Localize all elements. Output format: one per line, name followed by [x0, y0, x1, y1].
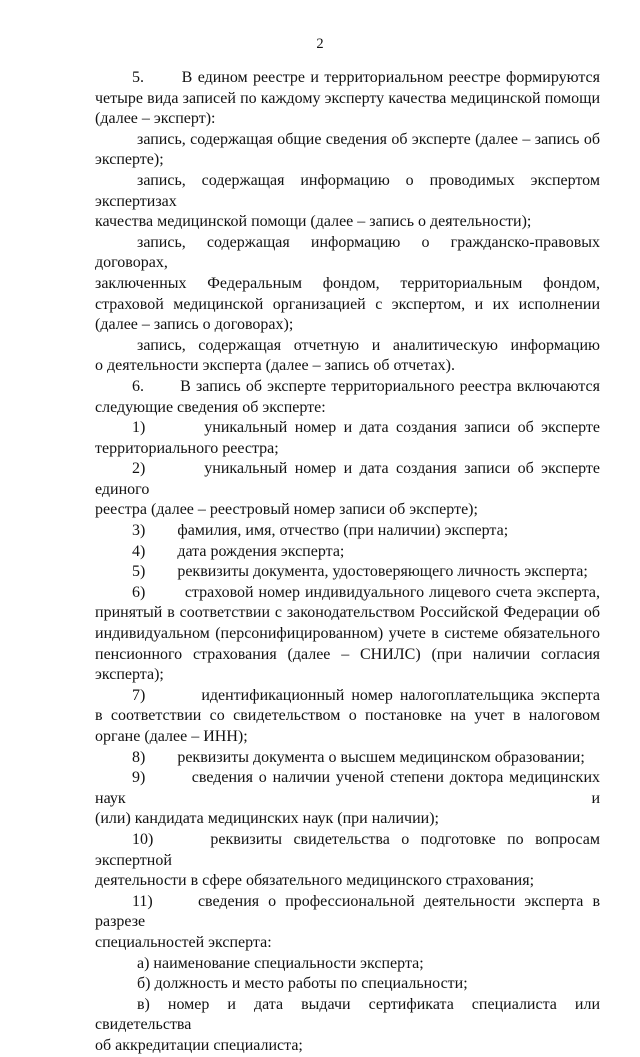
item-1-number: 1)	[132, 419, 146, 437]
record-type-4-first-line: запись, содержащая отчетную и аналитическую информацию	[137, 336, 600, 354]
item-8-number: 8)	[132, 748, 146, 766]
item-7-rest: в соответствии со свидетельством о постановке на учет в налоговом органе (далее – ИНН);	[95, 707, 600, 745]
page-number: 2	[316, 36, 324, 52]
record-type-2-first-line: запись, содержащая информацию о проводимых экспертом экспертизах	[95, 171, 600, 210]
item-2-rest: реестра (далее – реестровый номер записи об эксперте);	[95, 501, 478, 519]
paragraph-6-rest: следующие сведения об эксперте:	[95, 398, 326, 416]
item-10-rest: деятельности в сфере обязательного медицинского страхования;	[95, 872, 535, 890]
item-6-rest: принятый в соответствии с законодательством Российской Федерации об индивидуальном (персонифицированном) учете в системе обязательного пенсионного страхования (далее – СНИЛС) (при наличии согласия эксперта);	[95, 604, 600, 684]
item-11-rest: специальностей эксперта:	[95, 933, 272, 951]
paragraph-6-first-line: 6. В запись об эксперте территориального реестра включаются	[132, 377, 600, 395]
item-1-first-line	[95, 418, 600, 439]
item-1-text: уникальный номер и дата создания записи об эксперте	[204, 419, 601, 437]
item-2-number: 2)	[132, 460, 146, 478]
document-body	[95, 68, 600, 1057]
item-3-text: фамилия, имя, отчество (при наличии) эксперта;	[177, 522, 509, 540]
item-9-text: сведения о наличии ученой степени доктора медицинских наук и	[95, 769, 601, 807]
item-5-number: 5)	[132, 563, 146, 581]
item-11-number: 11)	[132, 892, 153, 910]
item-10-number: 10)	[132, 830, 154, 848]
paragraph-5-first-line: 5. В едином реестре и территориальном реестре формируются	[132, 69, 600, 86]
record-type-2-rest: качества медицинской помощи (далее – запись о деятельности);	[95, 213, 532, 231]
subitem-c-rest: об аккредитации специалиста;	[95, 1036, 303, 1054]
item-10-first-line	[95, 830, 600, 871]
subitem-b-line: б) должность и место работы по специальности;	[137, 975, 468, 993]
item-2-first-line	[95, 459, 600, 500]
paragraph-5-rest: четыре вида записей по каждому эксперту качества медицинской помощи (далее – эксперт):	[95, 89, 600, 128]
item-6-number: 6)	[132, 583, 146, 601]
record-type-1-rest: эксперте);	[95, 151, 164, 169]
item-9-first-line	[95, 768, 600, 809]
record-type-1-first-line: запись, содержащая общие сведения об эксперте (далее – запись об	[137, 130, 600, 148]
record-type-3-first-line: запись, содержащая информацию о гражданско-правовых договорах,	[95, 233, 600, 272]
item-8-text: реквизиты документа о высшем медицинском образовании;	[177, 748, 585, 766]
item-7-text: идентификационный номер налогоплательщика эксперта	[201, 686, 600, 704]
item-8-line	[95, 748, 600, 769]
item-1-rest: территориального реестра;	[95, 439, 279, 457]
item-3-line	[95, 521, 600, 542]
item-5-line	[95, 562, 600, 583]
item-9-rest: (или) кандидата медицинских наук (при наличии);	[95, 810, 439, 828]
subitem-c-first-line: в) номер и дата выдачи сертификата специалиста или свидетельства	[95, 995, 600, 1034]
item-6-first-line	[95, 583, 600, 604]
item-2-text: уникальный номер и дата создания записи об эксперте единого	[95, 460, 601, 498]
record-type-3-rest: заключенных Федеральным фондом, территориальным фондом, страховой медицинской организацией с экспертом, и их исполнении (далее – запись о договорах);	[95, 274, 600, 334]
subitem-a-line: а) наименование специальности эксперта;	[137, 954, 424, 972]
item-3-number: 3)	[132, 522, 146, 540]
record-type-4-rest: о деятельности эксперта (далее – запись об отчетах).	[95, 357, 455, 375]
item-4-text: дата рождения эксперта;	[177, 542, 345, 560]
item-10-text: реквизиты свидетельства о подготовке по вопросам экспертной	[95, 830, 601, 869]
item-11-first-line	[95, 892, 600, 933]
item-6-text: страховой номер индивидуального лицевого счета эксперта,	[184, 583, 601, 601]
item-9-number: 9)	[132, 769, 146, 787]
item-5-text: реквизиты документа, удостоверяющего личность эксперта;	[177, 563, 588, 581]
item-11-text: сведения о профессиональной деятельности эксперта в разрезе	[95, 892, 600, 931]
item-7-number: 7)	[132, 686, 146, 704]
item-4-number: 4)	[132, 542, 146, 560]
item-4-line	[95, 542, 600, 563]
item-7-first-line	[95, 686, 600, 707]
